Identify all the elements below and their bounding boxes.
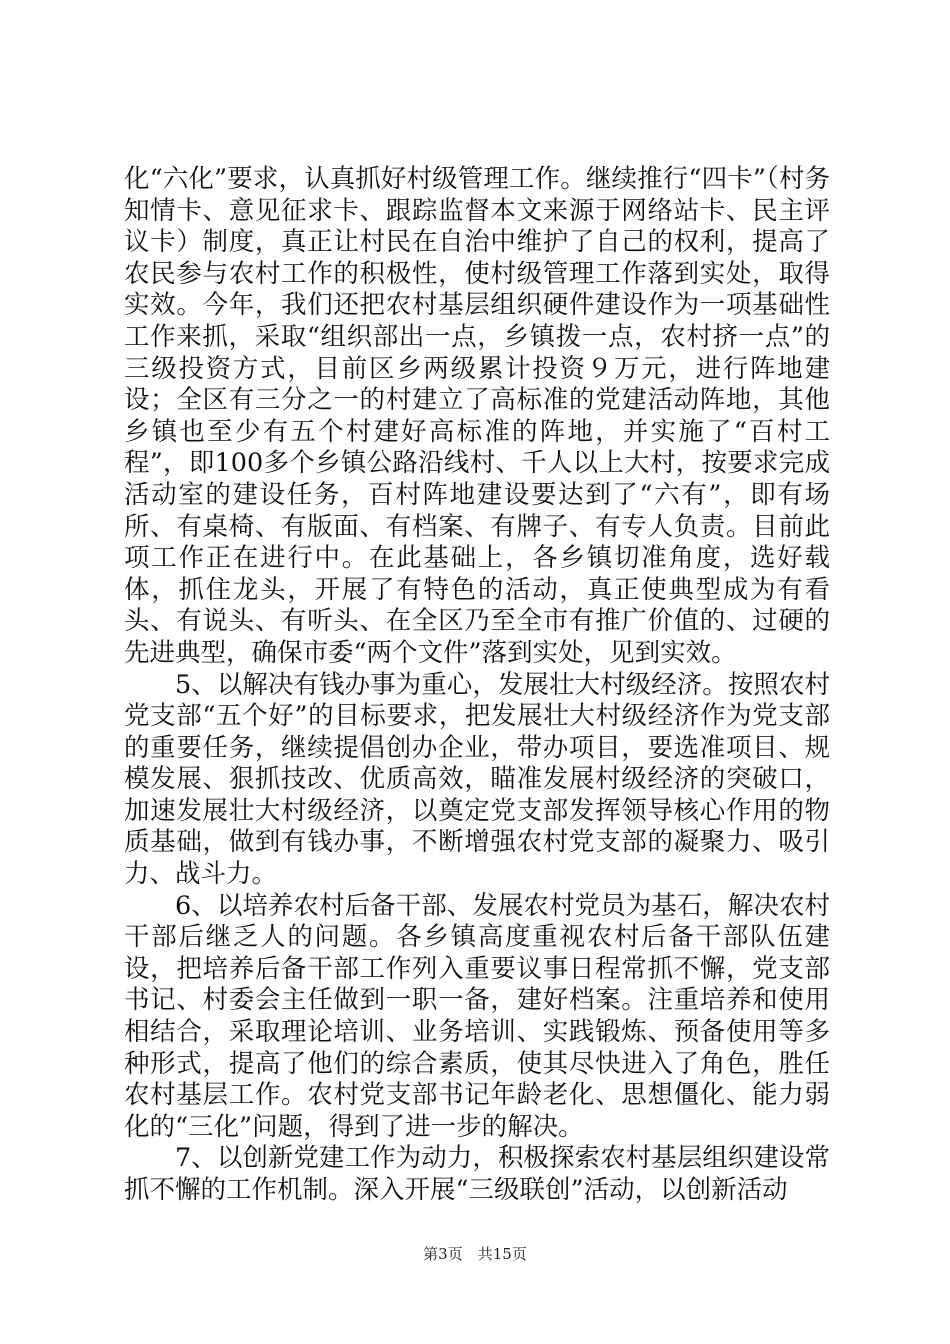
paragraph-continuation: 化“六化”要求，认真抓好村级管理工作。继续推行“四卡”（村务知情卡、意见征求卡、跟踪监督本文来源于网络站卡、民主评议卡）制度，真正让村民在自治中维护了自己的权利，提高了农民参与农村工作的积极性，使村级管理工作落到实处，取得实效。今年，我们还把农村基层组织硬件建设作为一项基础性工作来抓，采取“组织部出一点，乡镇拨一点，农村挤一点”的三级投资方式，目前区乡两级累计投资９万元，进行阵地建设；全区有三分之一的村建立了高标准的党建活动阵地，其他乡镇也至少有五个村建好高标准的阵地，并实施了“百村工程”，即100多个乡镇公路沿线村、千人以上大村，按要求完成活动室的建设任务，百村阵地建设要达到了“六有”，即有场所、有桌椅、有版面、有档案、有牌子、有专人负责。目前此项工作正在进行中。在此基础上，各乡镇切准角度，选好载体，抓住龙头，开展了有特色的活动，真正使典型成为有看头、有说头、有听头、在全区乃至全市有推广价值的、过硬的先进典型，确保市委“两个文件”落到实处，见到实效。 bbox=[124, 164, 830, 668]
footer-prefix: 第 bbox=[423, 1245, 439, 1263]
footer-current-page: 3 bbox=[438, 1245, 448, 1263]
body-text bbox=[124, 164, 830, 1207]
footer-suffix: 页 bbox=[511, 1245, 527, 1263]
paragraph-item-6: 6、以培养农村后备干部、发展农村党员为基石，解决农村干部后继乏人的问题。各乡镇高度重视农村后备干部队伍建设，把培养后备干部工作列入重要议事日程常抓不懈，党支部书记、村委会主任做到一职一备，建好档案。注重培养和使用相结合，采取理论培训、业务培训、实践锻炼、预备使用等多种形式，提高了他们的综合素质，使其尽快进入了角色，胜任农村基层工作。农村党支部书记年龄老化、思想僵化、能力弱化的“三化”问题，得到了进一步的解决。 bbox=[124, 890, 830, 1142]
paragraph-item-5: 5、以解决有钱办事为重心，发展壮大村级经济。按照农村党支部“五个好”的目标要求，把发展壮大村级经济作为党支部的重要任务，继续提倡创办企业，带办项目，要选准项目、规模发展、狠抓技改、优质高效，瞄准发展村级经济的突破口，加速发展壮大村级经济，以奠定党支部发挥领导核心作用的物质基础，做到有钱办事，不断增强农村党支部的凝聚力、吸引力、战斗力。 bbox=[124, 669, 830, 890]
footer-middle: 页 共 bbox=[447, 1245, 493, 1263]
footer-total-pages: 15 bbox=[492, 1245, 512, 1263]
paragraph-item-7: 7、以创新党建工作为动力，积极探索农村基层组织建设常抓不懈的工作机制。深入开展“三级联创”活动，以创新活动 bbox=[124, 1143, 830, 1205]
page-footer bbox=[0, 1245, 950, 1263]
